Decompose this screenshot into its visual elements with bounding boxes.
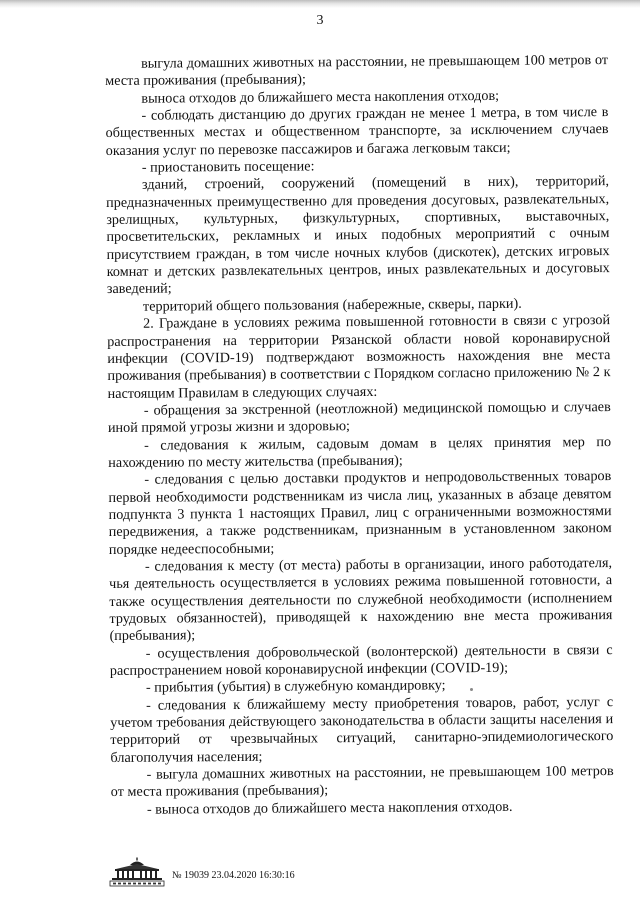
paragraph: - следования к ближайшему месту приобретения товаров, работ, услуг с учетом требования действующего законодательства в области защиты населения и территорий от чрезвычайных ситуаций, санитарно-эпидемиологического благополучия населения;	[110, 693, 614, 766]
document-registration-stamp: № 19039 23.04.2020 16:30:16	[172, 870, 295, 881]
paragraph: 2. Граждане в условиях режима повышенной готовности в связи с угрозой распространения на территории Рязанской области новой коронавирусной инфекции (COVID-19) подтверждают возможность нахождения вне места проживания (пребывания) в соответствии с Порядком согласно приложению № 2 к настоящим Правилам в следующих случаях:	[107, 312, 611, 402]
paragraph: - обращения за экстренной (неотложной) медицинской помощью и случаев иной прямой угрозы жизни и здоровью;	[107, 398, 611, 437]
page-number: 3	[316, 13, 324, 28]
paragraph: - следования к жилым, садовым домам в целях принятия мер по нахождению по месту жительства (пребывания);	[108, 433, 612, 471]
paragraph: - соблюдать дистанцию до других граждан не менее 1 метра, в том числе в общественных местах и общественном транспорте, за исключением случаев оказания услуг по перевозке пассажиров и багажа легковым такси;	[105, 104, 609, 159]
paragraph: - приостановить посещение:	[141, 158, 315, 176]
paragraph: - осуществления добровольческой (волонтерской) деятельности в связи с распространением новой коронавирусной инфекции (COVID-19);	[109, 641, 613, 680]
document-body	[105, 52, 614, 819]
government-building-seal-icon	[108, 857, 166, 887]
paragraph: - следования к месту (от места) работы в организации, иного работодателя, чья деятельность осуществляется в условиях режима повышенной готовности, а также осуществления деятельности по служебной необходимости (исполнением трудовых обязанностей), приводящей к нахождению вне места проживания (пребывания);	[109, 555, 613, 645]
paragraph: выноса отходов до ближайшего места накопления отходов;	[141, 87, 500, 107]
document-footer	[108, 857, 588, 891]
paragraph: - следования с целью доставки продуктов и непродовольственных товаров первой необходимости родственникам из числа лиц, указанных в абзаце девятом подпункта 3 пункта 1 настоящих Правил, лиц с ограниченными возможностями передвижения, а также родственникам, признанным в установленном законом порядке недееспособными;	[108, 468, 612, 558]
scan-speck	[470, 688, 473, 691]
paragraph: зданий, строений, сооружений (помещений в них), территорий, предназначенных преимущественно для проведения досуговых, развлекательных, зрелищных, культурных, физкультурных, спортивных, выставочных, просветительских, рекламных и иных подобных мероприятий с очным присутствием граждан, в том числе ночных клубов (дискотек), детских игровых комнат и детских развлекательных центров, иных развлекательных и досуговых заведений;	[106, 173, 610, 298]
scan-edge-shadow	[0, 0, 640, 8]
paragraph: выгула домашних животных на расстоянии, не превышающем 100 метров от места проживания (пребывания);	[105, 52, 609, 90]
paragraph: - прибытия (убытия) в служебную командировку;	[145, 677, 446, 697]
paragraph: - выноса отходов до ближайшего места накопления отходов.	[146, 798, 513, 818]
paragraph: - выгула домашних животных на расстоянии, не превышающем 100 метров от места проживания (пребывания);	[110, 763, 614, 801]
paragraph: территорий общего пользования (набережные, скверы, парки).	[142, 295, 522, 315]
